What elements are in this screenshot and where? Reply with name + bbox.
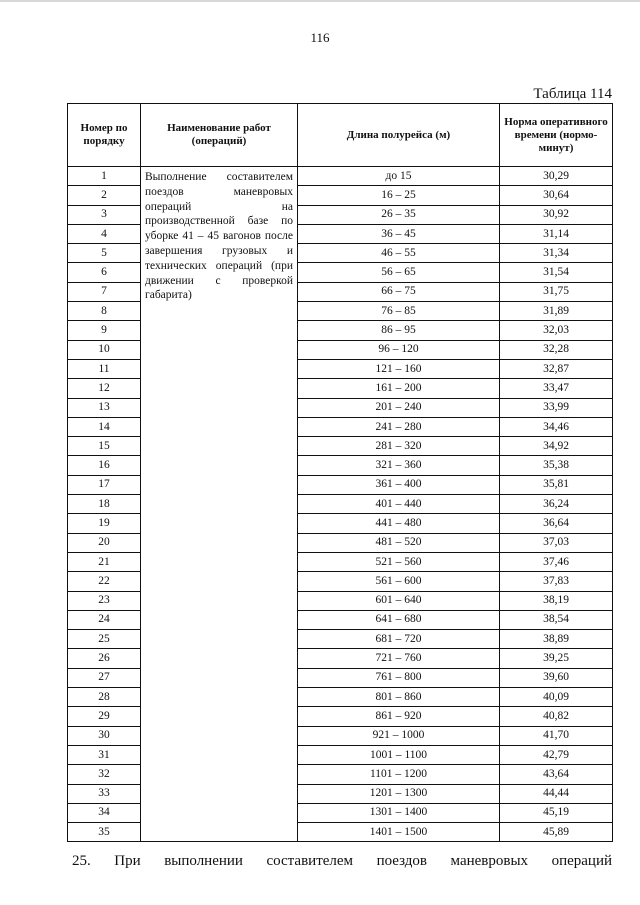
length-range: 201 – 240 [298, 398, 500, 417]
length-range: 861 – 920 [298, 707, 500, 726]
norm-value: 38,54 [500, 610, 613, 629]
norm-value: 34,46 [500, 417, 613, 436]
row-number: 34 [68, 803, 141, 822]
norm-value: 41,70 [500, 726, 613, 745]
header-work-name: Наименование работ (операций) [141, 104, 298, 167]
length-range: 46 – 55 [298, 244, 500, 263]
length-range: 641 – 680 [298, 610, 500, 629]
page-number: 116 [310, 30, 330, 45]
norm-value: 32,87 [500, 359, 613, 378]
row-number: 21 [68, 552, 141, 571]
norm-value: 31,54 [500, 263, 613, 282]
norm-value: 30,64 [500, 186, 613, 205]
row-number: 12 [68, 379, 141, 398]
norm-value: 34,92 [500, 437, 613, 456]
norm-value: 45,89 [500, 823, 613, 842]
row-number: 25 [68, 630, 141, 649]
length-range: 76 – 85 [298, 302, 500, 321]
row-number: 4 [68, 224, 141, 243]
row-number: 17 [68, 475, 141, 494]
norm-value: 30,92 [500, 205, 613, 224]
length-range: 121 – 160 [298, 359, 500, 378]
table-row [68, 167, 613, 186]
length-range: 441 – 480 [298, 514, 500, 533]
row-number: 14 [68, 417, 141, 436]
row-number: 6 [68, 263, 141, 282]
row-number: 28 [68, 688, 141, 707]
row-number: 31 [68, 745, 141, 764]
row-number: 11 [68, 359, 141, 378]
norm-value: 35,81 [500, 475, 613, 494]
length-range: 1101 – 1200 [298, 765, 500, 784]
norms-table [67, 103, 613, 842]
norm-value: 31,75 [500, 282, 613, 301]
norm-value: 32,28 [500, 340, 613, 359]
length-range: 281 – 320 [298, 437, 500, 456]
norm-value: 42,79 [500, 745, 613, 764]
norm-value: 33,47 [500, 379, 613, 398]
table-body [68, 167, 613, 842]
norm-value: 45,19 [500, 803, 613, 822]
row-number: 33 [68, 784, 141, 803]
page-top-edge [0, 0, 640, 2]
norm-value: 39,60 [500, 668, 613, 687]
norm-value: 37,46 [500, 552, 613, 571]
norm-value: 36,64 [500, 514, 613, 533]
norm-value: 33,99 [500, 398, 613, 417]
length-range: 321 – 360 [298, 456, 500, 475]
length-range: 56 – 65 [298, 263, 500, 282]
length-range: 26 – 35 [298, 205, 500, 224]
length-range: 1301 – 1400 [298, 803, 500, 822]
row-number: 13 [68, 398, 141, 417]
header-norm: Норма оперативного времени (нормо-минут) [500, 104, 613, 167]
length-range: 1001 – 1100 [298, 745, 500, 764]
row-number: 16 [68, 456, 141, 475]
length-range: 241 – 280 [298, 417, 500, 436]
row-number: 9 [68, 321, 141, 340]
norm-value: 37,83 [500, 572, 613, 591]
next-paragraph-start: 25. При выполнении составителем поездов маневровых операций [72, 853, 612, 869]
length-range: 86 – 95 [298, 321, 500, 340]
norm-value: 30,29 [500, 167, 613, 186]
length-range: 16 – 25 [298, 186, 500, 205]
row-number: 5 [68, 244, 141, 263]
row-number: 22 [68, 572, 141, 591]
header-length: Длина полурейса (м) [298, 104, 500, 167]
row-number: 2 [68, 186, 141, 205]
row-number: 35 [68, 823, 141, 842]
length-range: 521 – 560 [298, 552, 500, 571]
table-header-row [68, 104, 613, 167]
length-range: 601 – 640 [298, 591, 500, 610]
row-number: 26 [68, 649, 141, 668]
norm-value: 31,34 [500, 244, 613, 263]
norm-value: 37,03 [500, 533, 613, 552]
row-number: 15 [68, 437, 141, 456]
row-number: 18 [68, 495, 141, 514]
table-caption: Таблица 114 [533, 86, 612, 102]
row-number: 10 [68, 340, 141, 359]
norm-value: 39,25 [500, 649, 613, 668]
length-range: 481 – 520 [298, 533, 500, 552]
row-number: 20 [68, 533, 141, 552]
length-range: 721 – 760 [298, 649, 500, 668]
length-range: 1401 – 1500 [298, 823, 500, 842]
length-range: 401 – 440 [298, 495, 500, 514]
row-number: 7 [68, 282, 141, 301]
length-range: 36 – 45 [298, 224, 500, 243]
row-number: 23 [68, 591, 141, 610]
length-range: 801 – 860 [298, 688, 500, 707]
norm-value: 40,09 [500, 688, 613, 707]
length-range: до 15 [298, 167, 500, 186]
work-name-cell: Выполнение составителем поездов маневровых операций на производственной базе по уборке 41 – 45 вагонов после завершения грузовых и технических операций (при движении с проверкой габарита) [141, 167, 298, 842]
row-number: 8 [68, 302, 141, 321]
norm-value: 44,44 [500, 784, 613, 803]
length-range: 1201 – 1300 [298, 784, 500, 803]
norm-value: 43,64 [500, 765, 613, 784]
norm-value: 31,89 [500, 302, 613, 321]
row-number: 24 [68, 610, 141, 629]
row-number: 19 [68, 514, 141, 533]
length-range: 96 – 120 [298, 340, 500, 359]
length-range: 66 – 75 [298, 282, 500, 301]
row-number: 32 [68, 765, 141, 784]
norm-value: 40,82 [500, 707, 613, 726]
length-range: 761 – 800 [298, 668, 500, 687]
row-number: 27 [68, 668, 141, 687]
length-range: 161 – 200 [298, 379, 500, 398]
row-number: 1 [68, 167, 141, 186]
row-number: 29 [68, 707, 141, 726]
norm-value: 38,89 [500, 630, 613, 649]
row-number: 30 [68, 726, 141, 745]
norm-value: 31,14 [500, 224, 613, 243]
length-range: 921 – 1000 [298, 726, 500, 745]
length-range: 561 – 600 [298, 572, 500, 591]
norm-value: 35,38 [500, 456, 613, 475]
length-range: 681 – 720 [298, 630, 500, 649]
length-range: 361 – 400 [298, 475, 500, 494]
norm-value: 38,19 [500, 591, 613, 610]
norm-value: 36,24 [500, 495, 613, 514]
norm-value: 32,03 [500, 321, 613, 340]
row-number: 3 [68, 205, 141, 224]
header-number: Номер по порядку [68, 104, 141, 167]
